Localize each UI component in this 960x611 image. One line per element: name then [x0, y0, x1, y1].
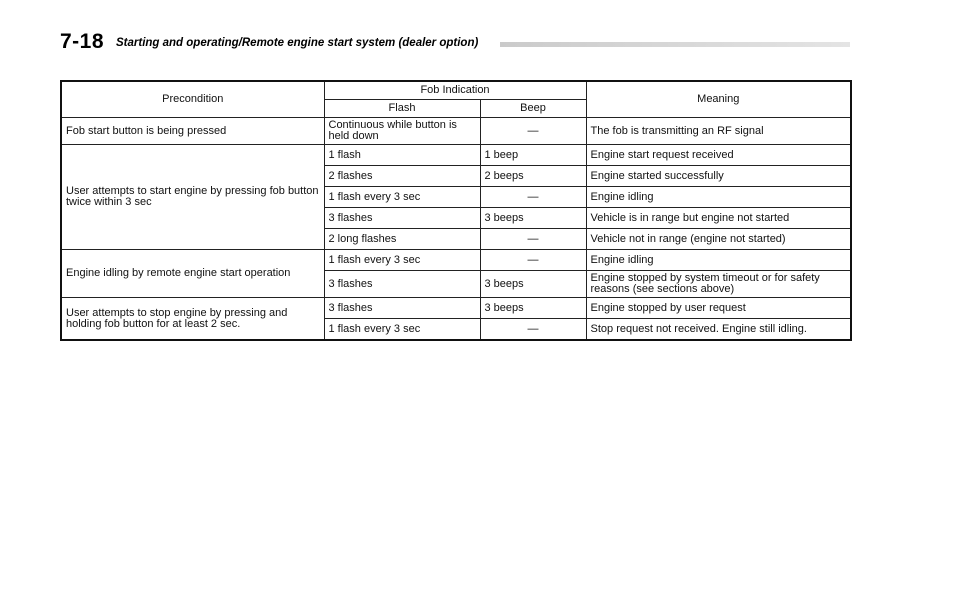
precondition-cell: Engine idling by remote engine start operation: [61, 250, 324, 298]
beep-cell: —: [480, 229, 586, 250]
beep-cell: —: [480, 319, 586, 341]
precondition-cell: User attempts to start engine by pressing fob button twice within 3 sec: [61, 145, 324, 250]
meaning-cell: Engine start request received: [586, 145, 851, 166]
meaning-cell: Stop request not received. Engine still idling.: [586, 319, 851, 341]
beep-cell: 3 beeps: [480, 271, 586, 298]
flash-cell: 3 flashes: [324, 298, 480, 319]
meaning-cell: The fob is transmitting an RF signal: [586, 118, 851, 145]
flash-cell: 2 flashes: [324, 166, 480, 187]
meaning-cell: Vehicle not in range (engine not started): [586, 229, 851, 250]
precondition-cell: User attempts to stop engine by pressing and holding fob button for at least 2 sec.: [61, 298, 324, 341]
meaning-cell: Engine started successfully: [586, 166, 851, 187]
beep-cell: —: [480, 250, 586, 271]
flash-cell: 2 long flashes: [324, 229, 480, 250]
beep-cell: 3 beeps: [480, 208, 586, 229]
meaning-cell: Engine stopped by system timeout or for safety reasons (see sections above): [586, 271, 851, 298]
header-precondition: Precondition: [61, 81, 324, 118]
precondition-cell: Fob start button is being pressed: [61, 118, 324, 145]
meaning-cell: Engine stopped by user request: [586, 298, 851, 319]
flash-cell: 1 flash every 3 sec: [324, 319, 480, 341]
flash-cell: 3 flashes: [324, 208, 480, 229]
flash-cell: Continuous while button is held down: [324, 118, 480, 145]
header-flash: Flash: [324, 100, 480, 118]
page-number: 7-18: [60, 30, 105, 53]
flash-cell: 1 flash: [324, 145, 480, 166]
header-meaning: Meaning: [586, 81, 851, 118]
table-row: [61, 250, 851, 271]
fob-indication-table: [60, 80, 852, 341]
section-title: Starting and operating/Remote engine start system (dealer option): [116, 37, 479, 49]
beep-cell: —: [480, 187, 586, 208]
table-row: [61, 298, 851, 319]
meaning-cell: Vehicle is in range but engine not started: [586, 208, 851, 229]
beep-cell: 1 beep: [480, 145, 586, 166]
beep-cell: 2 beeps: [480, 166, 586, 187]
flash-cell: 1 flash every 3 sec: [324, 250, 480, 271]
header-fob-indication: Fob Indication: [324, 81, 586, 100]
table-row: [61, 118, 851, 145]
header-beep: Beep: [480, 100, 586, 118]
meaning-cell: Engine idling: [586, 250, 851, 271]
beep-cell: 3 beeps: [480, 298, 586, 319]
meaning-cell: Engine idling: [586, 187, 851, 208]
table-row: [61, 145, 851, 166]
flash-cell: 1 flash every 3 sec: [324, 187, 480, 208]
flash-cell: 3 flashes: [324, 271, 480, 298]
beep-cell: —: [480, 118, 586, 145]
page-header: [60, 30, 850, 54]
